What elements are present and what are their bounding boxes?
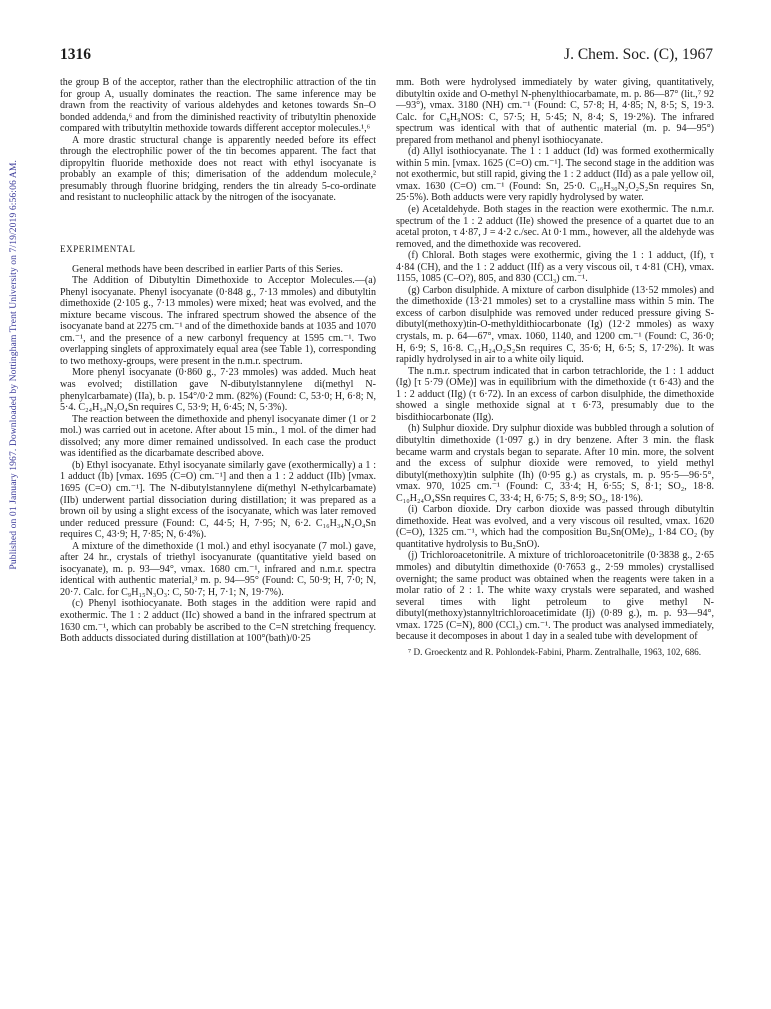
paragraph: (i) Carbon dioxide. Dry carbon dioxide was passed through dibutyltin dimethoxide. Heat was evolved, and a very viscous oil resulted, νmax. 1620 (C=O), 1325 cm.⁻¹, which had the composition Bu₂Sn(OMe)₂, 1·84 CO₂ (by quantitative hydrolysis to Bu₂SnO). [396,504,714,550]
footnote: ⁷ D. Groeckentz and R. Pohlondek-Fabini, Pharm. Zentralhalle, 1963, 102, 686. [408,646,702,657]
paragraph: The n.m.r. spectrum indicated that in carbon tetrachloride, the 1 : 1 adduct (Ig) [τ 5·79 (OMe)] was in equilibrium with the dimethoxide (τ 6·43) and the 1 : 2 adduct (IIg) (τ 6·72). In an excess of carbon disulphide, the dimethoxide showed a single methoxide signal at τ 6·73, presumably due to the bisdithiocarbonate (IIg). [396,365,714,423]
paragraph: (b) Ethyl isocyanate. Ethyl isocyanate similarly gave (exothermically) a 1 : 1 adduct (Ib) [νmax. 1695 (C=O) cm.⁻¹] and then a 1 : 2 adduct (IIb) [νmax. 1695 (C=O) cm.⁻¹]. The N-dibutylstannylene di(methyl N-ethylcarbamate) (IIb) underwent partial dissociation during distillation; it was prepared as a brown oil by using a slight excess of the isocyanate, which was later removed under reduced pressure (Found: C, 44·5; H, 7·95; N, 6·2. C₁₆H₃₄N₂O₄Sn requires C, 43·9; H, 7·85; N, 6·4%). [60,459,376,541]
download-notice: Published on 01 January 1967. Downloaded by Nottingham Trent University on 7/19/2019 6:56:06 AM. [8,160,19,570]
paragraph: The reaction between the dimethoxide and phenyl isocyanate dimer (1 or 2 mol.) was carried out in acetone. After about 15 min., 1 mol. of the dimer had dissolved; any more dimer remained undissolved. In each case the product was identified as the dicarbamate described above. [60,413,376,460]
paragraph: A mixture of the dimethoxide (1 mol.) and ethyl isocyanate (7 mol.) gave, after 24 hr., crystals of triethyl isocyanurate (quantitative yield based on isocyanate), m. p. 93—94°, νmax. 1680 cm.⁻¹, infrared and n.m.r. spectra identical with authentic material,³ m. p. 94—95° (Found: C, 50·9; H, 7·0; N, 20·7. Calc. for C₉H₁₅N₃O₃: C, 50·7; H, 7·1; N, 19·7%). [60,540,376,598]
section-heading: EXPERIMENTAL [60,244,136,255]
paragraph: General methods have been described in earlier Parts of this Series. [72,263,343,275]
paragraph: mm. Both were hydrolysed immediately by water giving, quantitatively, dibutyltin oxide and O-methyl N-phenylthiocarbamate, m. p. 86—87° (lit.,⁷ 92—93°), νmax. 3180 (NH) cm.⁻¹ (Found: C, 57·8; H, 4·85; N, 8·5; S, 19·3. Calc. for C₈H₉NOS: C, 57·5; H, 5·45; N, 8·4; S, 19·2%). The infrared spectrum was identical with that of authentic material (m. p. 94—95°) prepared from methanol and phenyl isothiocyanate. [396,77,714,146]
paragraph: the group B of the acceptor, rather than the electrophilic attraction of the tin for group A, usually dominates the reaction. The same inference may be drawn from the reactivity of various aldehydes and ketones towards Sn–O bonded addenda,⁶ and from the diminished reactivity of tributyltin phenoxide compared with tributyltin methoxide towards different acceptor molecules.¹,⁶ [60,77,376,135]
paragraph: (j) Trichloroacetonitrile. A mixture of trichloroacetonitrile (0·3838 g., 2·65 mmoles) and dibutyltin dimethoxide (0·7653 g., 2·59 mmoles) crystallised overnight; the same product was obtained when the reagents were taken in a molar ratio of 2 : 1. The white waxy crystals were separated, and washed several times with light petroleum to give methyl N-dibutyl(methoxy)stannyltrichloroacetimidate (Ij) (0·89 g.), m. p. 93—94°, νmax. 1725 (C=N), 800 (CCl₃) cm.⁻¹. The product was analysed immediately, because it decomposes in about 1 day in a sealed tube with development of [396,550,714,643]
paragraph: (e) Acetaldehyde. Both stages in the reaction were exothermic. The n.m.r. spectrum of the 1 : 2 adduct (IIe) showed the presence of a quartet due to an acetal proton, τ 4·87, J = 4·2 c./sec. At 0·1 mm., however, all the aldehyde was removed, and the dimethoxide was recovered. [396,204,714,250]
paragraph: The Addition of Dibutyltin Dimethoxide to Acceptor Molecules.—(a) Phenyl isocyanate. Phenyl isocyanate (0·848 g., 7·13 mmoles) and dibutyltin dimethoxide (2·105 g., 7·13 mmoles) were mixed; heat was evolved, and the mixture became viscous. The infrared spectrum showed the absence of the isocyanate band at 2275 cm.⁻¹ and of the dimethoxide bands at 1035 and 1070 cm.⁻¹, and the presence of a new carbonyl frequency at 1595 cm.⁻¹. Two overlapping singlets of approximately equal area (see Table 1), corresponding to two methoxy-groups, were present in the n.m.r. spectrum. [60,275,376,367]
page-number: 1316 [60,46,91,63]
paragraph: A more drastic structural change is apparently needed before its effect through the electrophilic power of the tin becomes apparent. The fact that dipropyltin fluoride methoxide does not react with ethyl isocyanate is probably an example of this; dimerisation of the addendum molecule,² presumably through fluorine bridging, renders the tin already 5-co-ordinate and resistant to nucleophilic attack by the nitrogen of the isocyanate. [60,134,376,204]
paragraph: More phenyl isocyanate (0·860 g., 7·23 mmoles) was added. Much heat was evolved; distillation gave N-dibutylstannylene di(methyl N-phenylcarbamate) (IIa), b. p. 154°/0·2 mm. (82%) (Found: C, 53·0; H, 6·8; N, 5·4. C₂₄H₃₄N₂O₄Sn requires C, 53·9; H, 6·45; N, 5·3%). [60,367,376,414]
left-column [60,77,376,645]
journal-name: J. Chem. Soc. (C), 1967 [564,46,713,63]
paragraph: (d) Allyl isothiocyanate. The 1 : 1 adduct (Id) was formed exothermically within 5 min. [νmax. 1625 (C=O) cm.⁻¹]. The second stage in the addition was not exothermic, but still rapid, giving the 1 : 2 adduct (IId) as a pale yellow oil, νmax. 1630 (C=O) cm.⁻¹ (Found: Sn, 25·0. C₁₆H₃₀N₂O₂S₂Sn requires Sn, 25·5%). Both adducts were very rapidly hydrolysed by water. [396,146,714,204]
paragraph: (f) Chloral. Both stages were exothermic, giving the 1 : 1 adduct, (If), τ 4·84 (CH), and the 1 : 2 adduct (IIf) as a very viscous oil, τ 4·81 (CH), νmax. 1155, 1085 (C–O?), 805, and 830 (CCl₃) cm.⁻¹. [396,250,714,285]
paragraph: (c) Phenyl isothiocyanate. Both stages in the addition were rapid and exothermic. The 1 : 2 adduct (IIc) showed a band in the infrared spectrum at 1630 cm.⁻¹, which can probably be ascribed to the C=N stretching frequency. Both adducts dissociated during distillation at 100°(bath)/0·25 [60,598,376,645]
paragraph: (g) Carbon disulphide. A mixture of carbon disulphide (13·52 mmoles) and the dimethoxide (13·21 mmoles) set to a crystalline mass within 5 min. The excess of carbon disulphide was removed under reduced pressure giving S-dibutyl(methoxy)tin-O-methyldithiocarbonate (Ig) (12·2 mmoles) as waxy crystals, m. p. 64—67°, νmax. 1060, 1140, and 1200 cm.⁻¹ (Found: C, 36·0; H, 6·9; S, 16·8. C₁₁H₂₄O₂S₂Sn requires C, 35·6; H, 6·5; S, 17·2%). It was rapidly hydrolysed in air to a white oily liquid. [396,284,714,366]
right-column [396,77,714,657]
page-header [60,46,713,66]
paragraph: (h) Sulphur dioxide. Dry sulphur dioxide was bubbled through a solution of dibutyltin dimethoxide (1·097 g.) in dry benzene. After 3 min. the flask became warm and crystals began to separate. After 10 min. more, the solvent and the excess of sulphur dioxide were removed, to yield methyl dibutyl(methoxy)tin sulphite (Ih) (0·95 g.) as crystals, m. p. 95·5—96·5°, νmax. 970, 1025 cm.⁻¹ (Found: C, 33·4; H, 6·55; S, 8·1; SO₂, 18·8. C₁₀H₂₄O₄SSn requires C, 33·4; H, 6·75; S, 8·9; SO₂, 18·1%). [396,423,714,504]
